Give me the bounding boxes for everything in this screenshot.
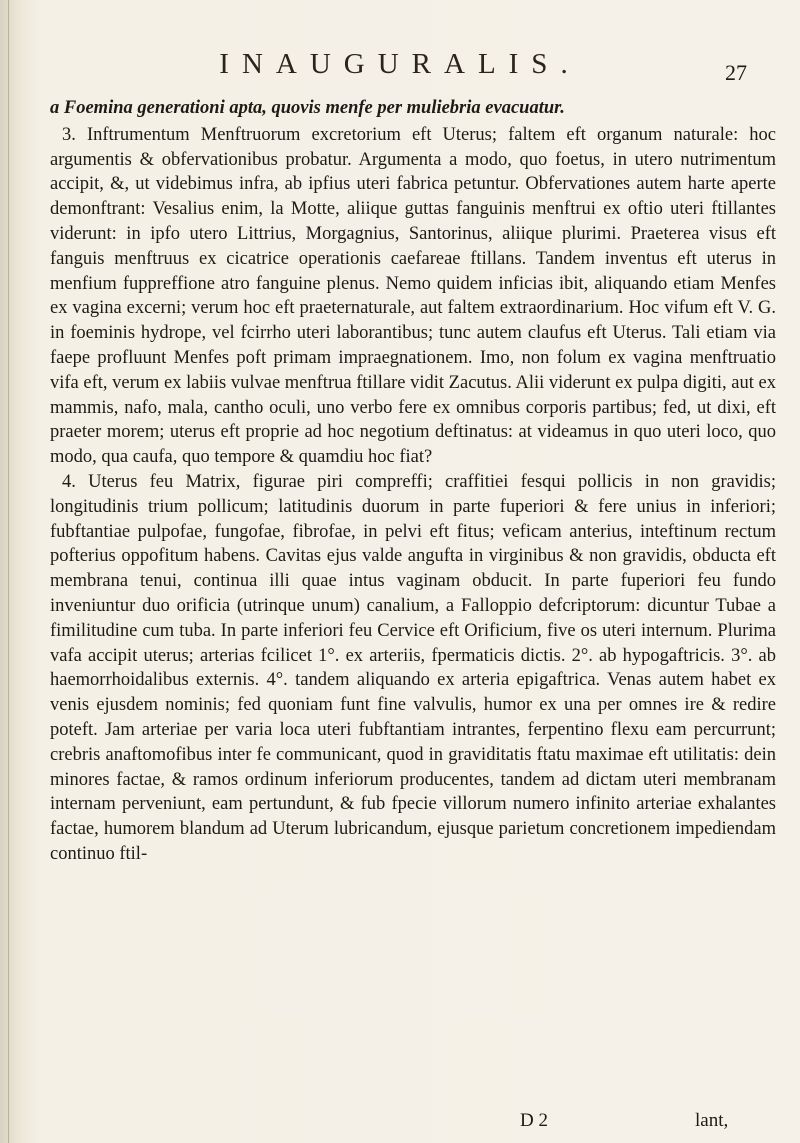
page-number: 27 [725, 60, 747, 85]
catchword: lant, [695, 1110, 729, 1131]
running-title: INAUGURALIS. [219, 48, 581, 80]
page-header [0, 48, 800, 88]
page-footer [0, 1110, 800, 1136]
text-body [50, 96, 776, 867]
paragraph-3: 3. Inftrumentum Menftruorum excretorium eft Uterus; faltem eft organum naturale: hoc argumentis & obfervationibus probatur. Argumenta a modo, quo foetus, in utero nutrimentum accipit, &, ut videbimus infra, ab ipfius uteri fabrica petuntur. Obfervationes autem harte aperte demonftrant: Vesalius enim, la Motte, aliique guttas fanguinis menftrui ex oftio uteri ftillantes viderunt: in ipfo utero Littrius, Morgagnius, Santorinus, aliique plurimi. Praeterea visus eft fanguis menftruus ex cicatrice operationis caefareae ftillans. Tandem inventus eft uterus in menfium fuppreffione atro fanguine plenus. Nemo quidem inficias ibit, aliquando etiam Menfes ex vagina excerni; verum hoc eft praeternaturale, aut faltem extraordinarium. Hoc vifum eft V. G. in foeminis hydrope, vel fcirrho uteri laborantibus; tunc autem claufus eft Uterus. Tali etiam via faepe profluunt Menfes poft primam impraegnationem. Imo, non folum ex vagina menftruatio vifa eft, verum ex labiis vulvae menftrua ftillare vidit Zacutus. Alii viderunt ex pulpa digiti, aut ex mammis, nafo, mala, cantho oculi, uno verbo fere ex omnibus corporis partibus; fed, ut dixi, eft praeter morem; uterus eft proprie ad hoc negotium deftinatus: at videamus in quo uteri loco, quo modo, qua caufa, quo tempore & quamdiu hoc fiat? [50, 124, 776, 468]
binding-gutter [8, 0, 9, 1143]
paragraph-4: 4. Uterus feu Matrix, figurae piri compreffi; craffitiei fesqui pollicis in non gravidis; longitudinis trium pollicum; latitudinis duorum in parte fuperiori & fere unius in inferiori; fubftantiae pulpofae, fungofae, fibrofae, in pelvi eft fitus; veficam anterius, inteftinum rectum pofterius oppofitum habens. Cavitas ejus valde angufta in virginibus & non gravidis, obducta eft membrana tenui, continua illi quae intus vaginam obducit. In parte fuperiori feu fundo inveniuntur duo orificia (utrinque unum) canalium, a Falloppio defcriptorum: dicuntur Tubae a fimilitudine cum tuba. In parte inferiori feu Cervice eft Orificium, five os uteri internum. Plurima vafa accipit uterus; arterias fcilicet 1°. ex arteriis, fpermaticis dictis. 2°. ab hypogaftricis. 3°. ab haemorrhoidalibus externis. 4°. tandem aliquando ex arteria epigaftrica. Venas autem habet ex venis ejusdem nominis; fed quoniam funt fine valvulis, humor ex una per omnes ire & redire poteft. Jam arteriae per varia loca uteri fubftantiam intrantes, ferpentino flexu eam percurrunt; crebris anaftomofibus inter fe communicant, quod in graviditatis ftatu maximae eft utilitatis: dein minores factae, & ramos ordinum inferiorum producentes, tandem ad dictam uteri membranam internam perveniunt, eam pertundunt, & fub fpecie villorum numero infinito arteriae exhalantes factae, humorem blandum ad Uterum lubricandum, ejusque parietum concretionem impediendam continuo ftil- [50, 471, 776, 864]
footnote-a: a Foemina generationi apta, quovis menfe per muliebria evacuatur. [50, 98, 565, 118]
signature-mark: D 2 [520, 1110, 548, 1131]
